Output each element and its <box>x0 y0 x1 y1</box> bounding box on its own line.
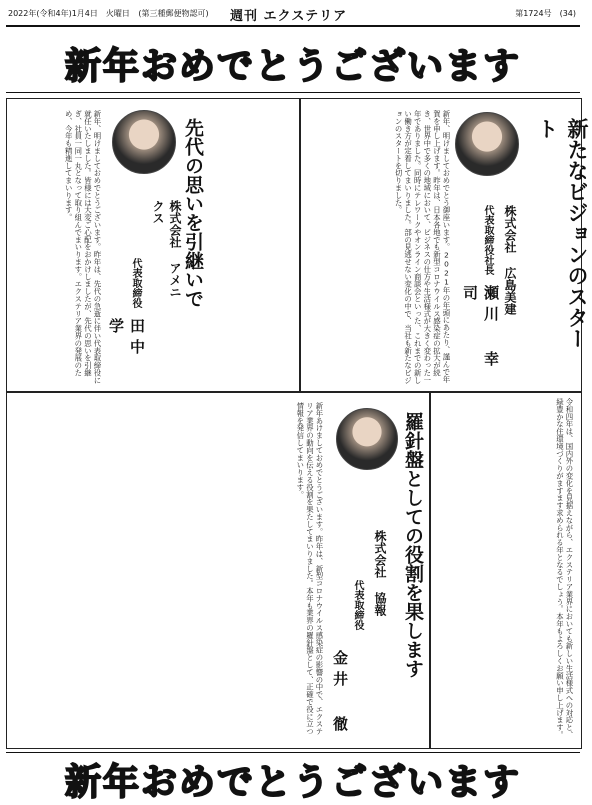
article-body: 新年、明けましておめでとうございます。昨年は、先代の急逝に伴い代表取締役に就任いたしました。皆様には大変ご心配をおかけしましたが、先代の思いを引継ぎ、社員一同一丸となって取り組んでまいります。エクステリア業界の発展のため、今年も精進してまいります。 <box>64 110 102 384</box>
article-body: 新年、明けましておめでとう御座います。2021年の年頭にあたり、謹んで年賀を申し上げます。昨年は、日本各地でも新型コロナウイルス感染症の拡大が続き、世界中で多くの地域において、ビジネスの仕方や生活様式が大きく変わった一年でありました。同時にテレワークやオンライン商談会といった、これまでの新しい働き方が定着してまいりました。部の見逃せない変化の中で、当社も新たなビジョンのスタートを切りました。 <box>394 110 451 384</box>
company-name: 株式会社 広島美建 <box>503 205 517 315</box>
executive-name: 瀬川 幸司 <box>461 285 500 372</box>
header-rule <box>6 25 580 27</box>
issue-date: 2022年(令和4年)1月4日 火曜日 <box>8 9 130 18</box>
banner-rule-bottom <box>6 752 580 753</box>
article-body: 令和四年は、国内外の変化を見据えながら、エクステリア業界においても新しい生活様式への対応と、緑豊かな住環境づくりがますます求められる年となるでしょう。本年もよろしくお願い申し上げます。 <box>555 398 574 739</box>
article-title: 新たなビジョンのスタート <box>535 118 590 349</box>
article-body: 新年あけましておめでとうございます。昨年は、新型コロナウイルス感染症の影響の中で、エクステリア業界の動向を伝える役割を果たしてまいりました。本年も業界の羅針盤として、正確で役に立つ情報を発信してまいります。 <box>295 402 324 735</box>
postal-permit: (第三種郵便物認可) <box>138 9 209 18</box>
executive-role: 代表取締役 <box>352 580 363 630</box>
executive-role: 代表取締役 <box>130 258 141 308</box>
issue-header-left <box>8 8 215 19</box>
president-photo-segawa <box>455 112 519 176</box>
article-title: 羅針盤としての役割を果します <box>402 412 424 678</box>
newspaper-name: 週刊 エクステリア <box>230 9 348 24</box>
president-photo-tanaka <box>112 110 176 174</box>
new-year-banner-top: 新年おめでとうございます <box>64 45 521 87</box>
executive-name: 金井 徹 <box>331 650 349 737</box>
issue-number: 第1724号 (34) <box>515 9 576 18</box>
executive-role: 代表取締役社長 <box>482 205 493 275</box>
executive-name: 田中 学 <box>107 318 146 360</box>
banner-rule-top <box>6 92 580 93</box>
company-name: 株式会社 アメニクス <box>151 200 182 298</box>
article-title: 先代の思いを引継いで <box>182 118 204 308</box>
company-name: 株式会社 協報 <box>373 530 387 616</box>
new-year-banner-bottom: 新年おめでとうございます <box>64 761 521 803</box>
president-photo-kanai <box>336 408 398 470</box>
